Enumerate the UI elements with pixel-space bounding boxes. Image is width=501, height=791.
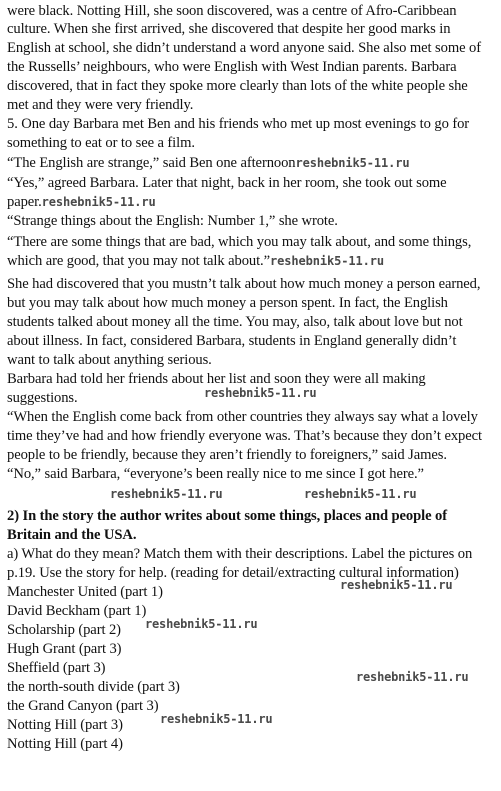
story-line: were black. Notting Hill, she soon discovered, was a centre of Afro-Caribbean: [7, 3, 457, 19]
story-line: “Strange things about the English: Number 1,” she wrote.: [7, 213, 338, 229]
list-item: the Grand Canyon (part 3): [7, 698, 159, 714]
story-line: English at school, she didn’t understand a word anyone said. She also met some of: [7, 40, 481, 56]
list-item: Hugh Grant (part 3): [7, 641, 122, 657]
story-line: “There are some things that are bad, which you may talk about, and some things,: [7, 234, 472, 250]
exercise-heading: 2) In the story the author writes about some things, places and people of: [7, 508, 447, 524]
watermark-text: reshebnik5-11.ru: [304, 487, 417, 501]
story-line: something to eat or to see a film.: [7, 135, 195, 151]
story-line: [7, 154, 410, 172]
exercise-instruction: p.19. Use the story for help. (reading for detail/extracting cultural information): [7, 565, 459, 581]
story-line: culture. When she first arrived, she discovered that despite her good marks in: [7, 21, 451, 37]
story-line: [7, 193, 156, 211]
list-item: Notting Hill (part 4): [7, 736, 123, 752]
list-item: Scholarship (part 2): [7, 622, 121, 638]
list-item: Manchester United (part 1): [7, 584, 163, 600]
story-line: want to talk about anything serious.: [7, 352, 212, 368]
story-line: Barbara had told her friends about her list and soon they were all making: [7, 371, 426, 387]
story-text: “The English are strange,” said Ben one afternoon: [7, 155, 296, 171]
story-line: 5. One day Barbara met Ben and his friends who met up most evenings to go for: [7, 116, 470, 132]
watermark-text: reshebnik5-11.ru: [110, 487, 223, 501]
watermark-text: reshebnik5-11.ru: [340, 578, 453, 592]
story-line: students talked about money all the time. You may, also, talk about love but not: [7, 314, 463, 330]
story-line: people to be friendly, because they aren’t friendly to foreigners,” said James.: [7, 447, 447, 463]
story-line: met and they were very friendly.: [7, 97, 194, 113]
list-item: David Beckham (part 1): [7, 603, 147, 619]
list-item: the north-south divide (part 3): [7, 679, 180, 695]
watermark-text: reshebnik5-11.ru: [160, 712, 273, 726]
watermark-text: reshebnik5-11.ru: [145, 617, 258, 631]
story-text: which are good, that you may not talk about.”: [7, 253, 270, 269]
watermark-text: reshebnik5-11.ru: [269, 254, 384, 268]
story-line: but you may talk about how much money a person spent. In fact, the English: [7, 295, 448, 311]
story-text: paper.: [7, 194, 42, 210]
exercise-instruction: a) What do they mean? Match them with their descriptions. Label the pictures on: [7, 546, 473, 562]
exercise-heading: Britain and the USA.: [7, 527, 137, 543]
watermark-text: reshebnik5-11.ru: [295, 156, 410, 170]
story-line: discovered, that in fact they spoke more clearly than lots of the white people she: [7, 78, 468, 94]
watermark-text: reshebnik5-11.ru: [41, 195, 156, 209]
story-line: “Yes,” agreed Barbara. Later that night, back in her room, she took out some: [7, 175, 447, 191]
story-line: “When the English come back from other countries they always say what a lovely: [7, 409, 478, 425]
story-line: the Russells’ neighbours, who were English with West Indian parents. Barbara: [7, 59, 457, 75]
story-line: “No,” said Barbara, “everyone’s been really nice to me since I got here.”: [7, 466, 424, 482]
list-item: Sheffield (part 3): [7, 660, 106, 676]
watermark-text: reshebnik5-11.ru: [356, 670, 469, 684]
story-line: She had discovered that you mustn’t talk about how much money a person earned,: [7, 276, 481, 292]
list-item: Notting Hill (part 3): [7, 717, 123, 733]
story-line: time they’ve had and how friendly everyone was. That’s because they don’t expect: [7, 428, 482, 444]
story-line: [7, 252, 384, 270]
story-line: suggestions.: [7, 390, 78, 406]
story-line: about illness. In fact, considered Barbara, students in England generally didn’t: [7, 333, 457, 349]
watermark-text: reshebnik5-11.ru: [204, 386, 317, 400]
